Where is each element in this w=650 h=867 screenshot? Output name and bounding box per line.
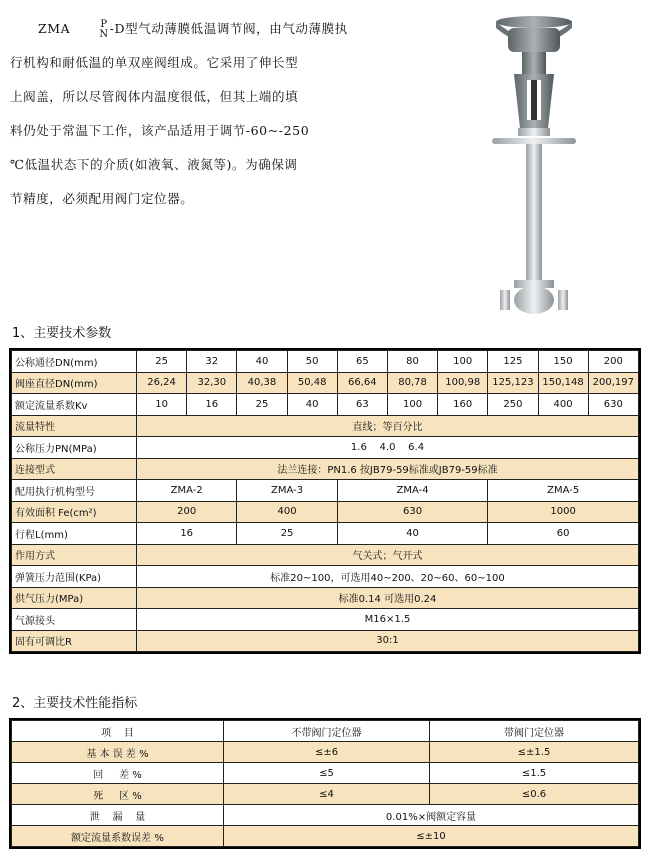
table-row	[12, 458, 639, 480]
table-cell: 直线；等百分比	[137, 415, 639, 437]
row-label: 阀座直径DN(mm)	[12, 372, 137, 394]
table-header-cell: 带阀门定位器	[430, 721, 639, 742]
row-label: 作用方式	[12, 544, 137, 566]
table-cell: 32	[187, 351, 237, 373]
table-cell: 40,38	[237, 372, 287, 394]
row-label: 基 本 误 差 %	[12, 742, 224, 763]
table-cell: 100	[438, 351, 488, 373]
row-label: 回 差 %	[12, 763, 224, 784]
table-cell: 100,98	[438, 372, 488, 394]
row-label: 弹簧压力范围(KPa)	[12, 566, 137, 588]
intro-line-3: 上阀盖，所以尽管阀体内温度很低，但其上端的填	[10, 89, 299, 104]
table-row	[12, 566, 639, 588]
row-label: 泄 漏 量	[12, 805, 224, 826]
table-cell: 200	[137, 501, 237, 523]
row-label: 流量特性	[12, 415, 137, 437]
row-label: 固有可调比R	[12, 630, 137, 652]
section-2-title: 2、主要技术性能指标	[12, 696, 138, 711]
row-label: 公称通径DN(mm)	[12, 351, 137, 373]
table-cell: 630	[337, 501, 488, 523]
intro-line-1	[10, 12, 355, 46]
table-cell: ≤4	[224, 784, 430, 805]
table-cell: 16	[137, 523, 237, 545]
table-cell: 25	[237, 394, 287, 416]
intro-line-4: 料仍处于常温下工作，该产品适用于调节-60~-250	[10, 123, 310, 138]
table-cell: 200,197	[588, 372, 638, 394]
table-cell: 26,24	[137, 372, 187, 394]
table-row	[12, 742, 639, 763]
table-cell: 150	[538, 351, 588, 373]
table-cell: 66,64	[337, 372, 387, 394]
table-cell: ≤5	[224, 763, 430, 784]
table-cell: 气关式；气开式	[137, 544, 639, 566]
table-cell: ZMA-4	[337, 480, 488, 502]
table-row	[12, 351, 639, 373]
table-cell: 65	[337, 351, 387, 373]
table-cell: 400	[237, 501, 337, 523]
table-cell: 40	[237, 351, 287, 373]
table-cell: 标准20~100，可选用40~200、20~60、60~100	[137, 566, 639, 588]
row-label: 供气压力(MPa)	[12, 587, 137, 609]
table-header-cell: 项 目	[12, 721, 224, 742]
model-fraction	[71, 20, 108, 40]
table-cell: 125,123	[488, 372, 538, 394]
table-cell: 0.01%×阀额定容量	[224, 805, 639, 826]
row-label: 气源接头	[12, 609, 137, 631]
table-cell: 1000	[488, 501, 639, 523]
row-label: 死 区 %	[12, 784, 224, 805]
model-sub: N	[99, 28, 109, 40]
table-header-row	[12, 721, 639, 742]
table-cell: ≤±1.5	[430, 742, 639, 763]
table-row	[12, 763, 639, 784]
table-cell: 16	[187, 394, 237, 416]
tech-params-table	[11, 350, 639, 652]
table-row	[12, 437, 639, 459]
intro-line-6: 节精度，必须配用阀门定位器。	[10, 191, 194, 206]
valve-product-photo	[478, 10, 590, 315]
table-cell: 25	[237, 523, 337, 545]
row-label: 行程L(mm)	[12, 523, 137, 545]
table-cell: 160	[438, 394, 488, 416]
table-cell: 法兰连接：PN1.6 按JB79-59标准或JB79-59标准	[137, 458, 639, 480]
table-cell: ≤0.6	[430, 784, 639, 805]
table-cell: 1.6 4.0 6.4	[137, 437, 639, 459]
model-prefix: ZMA	[38, 21, 71, 36]
table-cell: 40	[337, 523, 488, 545]
table-cell: 250	[488, 394, 538, 416]
table-cell: ≤±10	[224, 826, 639, 847]
table-cell: 100	[387, 394, 437, 416]
row-label: 有效面积 Fe(cm²)	[12, 501, 137, 523]
table-cell: 80,78	[387, 372, 437, 394]
intro-line-1-text: -D型气动薄膜低温调节阀，由气动薄膜执	[109, 21, 348, 36]
table-row	[12, 415, 639, 437]
table-cell: 32,30	[187, 372, 237, 394]
table-cell: ≤1.5	[430, 763, 639, 784]
table-cell: 200	[588, 351, 638, 373]
table-row	[12, 523, 639, 545]
table-cell: 60	[488, 523, 639, 545]
table-row	[12, 480, 639, 502]
model-sup: P	[100, 18, 108, 30]
row-label: 额定流量系数误差 %	[12, 826, 224, 847]
table-cell: ZMA-5	[488, 480, 639, 502]
table-cell: 25	[137, 351, 187, 373]
table-row	[12, 609, 639, 631]
table-row	[12, 630, 639, 652]
row-label: 连接型式	[12, 458, 137, 480]
table-row	[12, 372, 639, 394]
table-row	[12, 587, 639, 609]
table-cell: 150,148	[538, 372, 588, 394]
table-header-cell: 不带阀门定位器	[224, 721, 430, 742]
table-cell: 30:1	[137, 630, 639, 652]
table-cell: ZMA-3	[237, 480, 337, 502]
table-cell: 400	[538, 394, 588, 416]
table-cell: 80	[387, 351, 437, 373]
table-cell: 40	[287, 394, 337, 416]
table-cell: 10	[137, 394, 187, 416]
table-row	[12, 394, 639, 416]
table-cell: ≤±6	[224, 742, 430, 763]
section-1-title: 1、主要技术参数	[12, 326, 112, 341]
table-row	[12, 544, 639, 566]
performance-table	[11, 720, 639, 847]
row-label: 配用执行机构型号	[12, 480, 137, 502]
table-cell: M16×1.5	[137, 609, 639, 631]
row-label: 公称压力PN(MPa)	[12, 437, 137, 459]
table-cell: 630	[588, 394, 638, 416]
table-cell: 50,48	[287, 372, 337, 394]
row-label: 额定流量系数Kv	[12, 394, 137, 416]
table-row	[12, 805, 639, 826]
table-cell: 63	[337, 394, 387, 416]
table-cell: 50	[287, 351, 337, 373]
intro-line-5: ℃低温状态下的介质(如液氧、液氮等)。为确保调	[10, 157, 298, 172]
table-cell: ZMA-2	[137, 480, 237, 502]
table-row	[12, 784, 639, 805]
intro-paragraph	[10, 12, 355, 216]
table-cell: 125	[488, 351, 538, 373]
intro-line-2: 行机构和耐低温的单双座阀组成。它采用了伸长型	[10, 55, 299, 70]
table-row	[12, 826, 639, 847]
table-row	[12, 501, 639, 523]
table-cell: 标准0.14 可选用0.24	[137, 587, 639, 609]
